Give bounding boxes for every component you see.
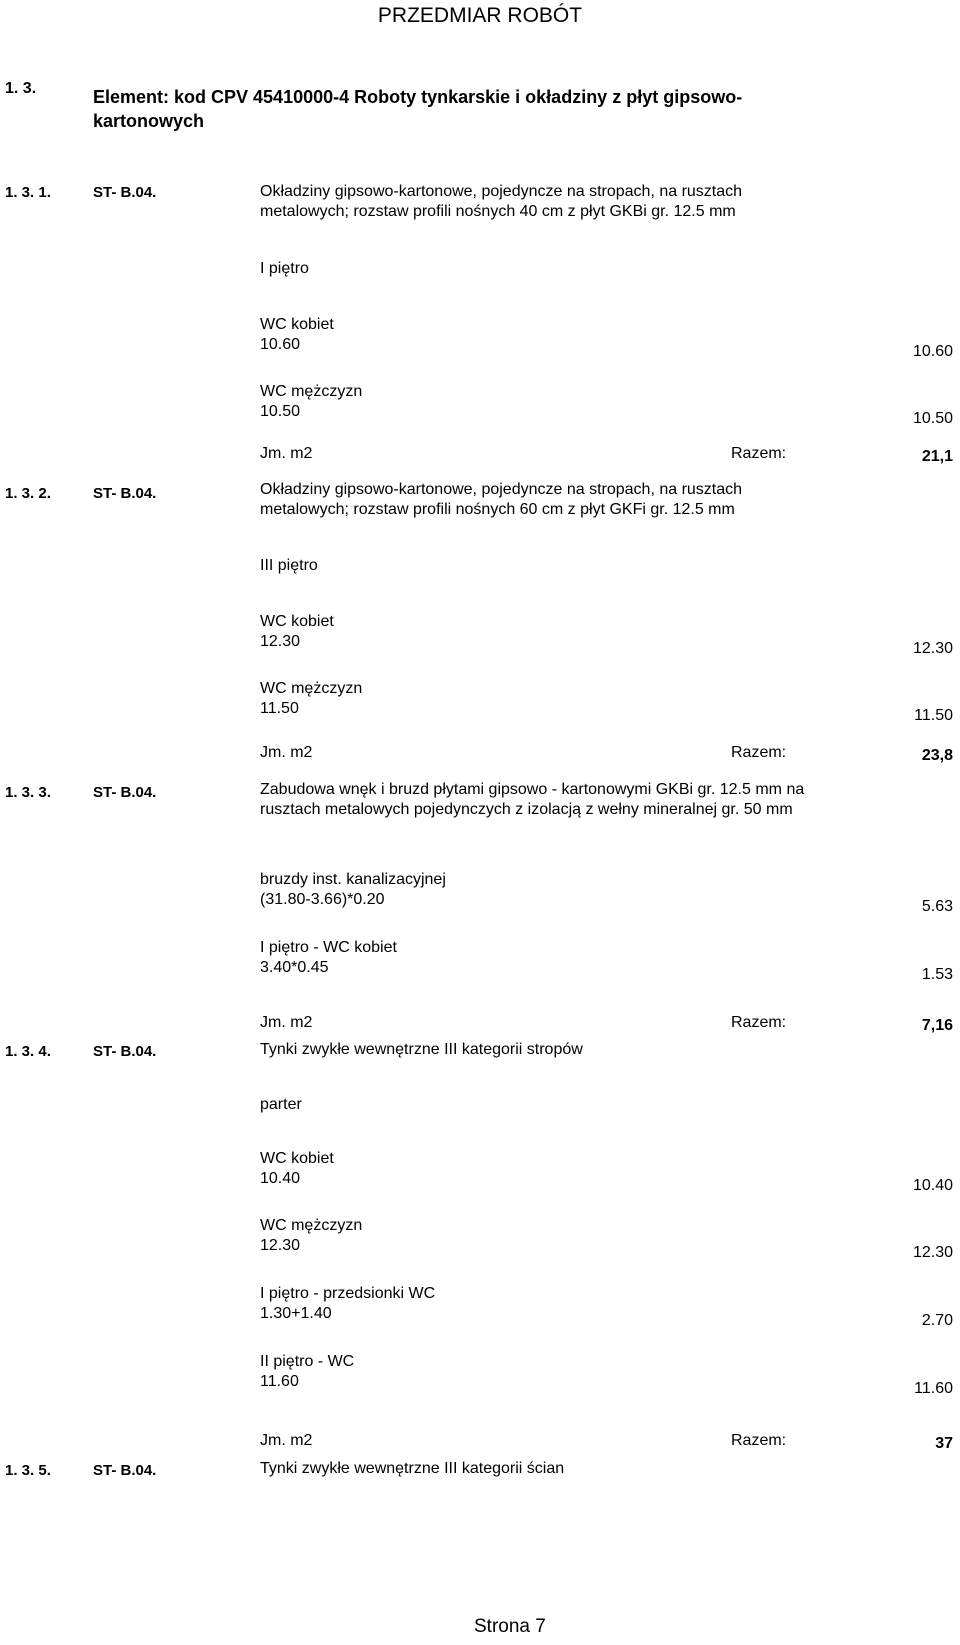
item-number: 1. 3. 2. [5,485,51,502]
total-value: 23,8 [921,747,953,764]
page-number: Strona 7 [474,1616,546,1637]
row-label: WC kobiet [260,1150,334,1167]
item-code: ST- B.04. [93,485,157,502]
unit-label: Jm. m2 [260,1014,313,1031]
item-code: ST- B.04. [93,1462,157,1479]
unit-label: Jm. m2 [260,744,313,761]
item-number: 1. 3. 3. [5,784,51,801]
row-formula: 10.60 [260,336,301,353]
row-value: 11.50 [914,707,953,724]
item-description: Okładziny gipsowo-kartonowe, pojedyncze na stropach, na rusztach metalowych; rozstaw profili nośnych 40 cm z płyt GKBi gr. 12.5 mm [260,183,743,220]
total-label: Razem: [731,1432,787,1449]
unit-label: Jm. m2 [260,445,313,462]
item-number: 1. 3. 1. [5,184,51,201]
page-title: PRZEDMIAR ROBÓT [377,4,583,27]
location-label: parter [260,1096,302,1113]
row-value: 12.30 [912,1244,953,1261]
element-number: 1. 3. [5,80,37,97]
row-formula: (31.80-3.66)*0.20 [260,891,385,908]
row-label: WC mężczyzn [260,383,363,400]
row-label: I piętro - WC kobiet [260,939,397,956]
total-value: 7,16 [921,1017,953,1034]
row-value: 10.50 [912,410,953,427]
location-label: I piętro [260,260,309,277]
row-label: WC kobiet [260,316,334,333]
row-formula: 1.30+1.40 [260,1305,332,1322]
total-label: Razem: [731,1014,787,1031]
row-value: 2.70 [921,1312,953,1329]
item-number: 1. 3. 4. [5,1043,51,1060]
total-value: 37 [935,1435,953,1452]
row-formula: 12.30 [260,1237,301,1254]
total-label: Razem: [731,445,787,462]
item-code: ST- B.04. [93,1043,157,1060]
item-code: ST- B.04. [93,784,157,801]
row-value: 10.60 [912,343,953,360]
item-description: Zabudowa wnęk i bruzd płytami gipsowo - kartonowymi GKBi gr. 12.5 mm na rusztach metalowych pojedynczych z izolacją z wełny mineralnej gr. 50 mm [260,781,805,818]
row-value: 12.30 [912,640,953,657]
total-value: 21,1 [921,448,953,465]
element-title: Element: kod CPV 45410000-4 Roboty tynkarskie i okładziny z płyt gipsowo-kartonowych [93,87,743,131]
item-description: Tynki zwykłe wewnętrzne III kategorii ścian [260,1460,565,1477]
row-formula: 3.40*0.45 [260,959,329,976]
row-formula: 10.40 [260,1170,301,1187]
row-label: WC mężczyzn [260,1217,363,1234]
row-value: 10.40 [912,1177,953,1194]
row-value: 11.60 [914,1380,953,1397]
row-formula: 10.50 [260,403,301,420]
row-formula: 11.60 [260,1373,299,1390]
item-number: 1. 3. 5. [5,1462,51,1479]
location-label: III piętro [260,557,318,574]
row-value: 1.53 [921,966,953,983]
row-formula: 11.50 [260,700,299,717]
row-label: II piętro - WC [260,1353,355,1370]
unit-label: Jm. m2 [260,1432,313,1449]
row-label: I piętro - przedsionki WC [260,1285,436,1302]
item-description: Okładziny gipsowo-kartonowe, pojedyncze na stropach, na rusztach metalowych; rozstaw profili nośnych 60 cm z płyt GKFi gr. 12.5 mm [260,481,743,518]
row-label: bruzdy inst. kanalizacyjnej [260,871,446,888]
row-label: WC mężczyzn [260,680,363,697]
row-label: WC kobiet [260,613,334,630]
item-code: ST- B.04. [93,184,157,201]
item-description: Tynki zwykłe wewnętrzne III kategorii stropów [260,1041,583,1058]
row-value: 5.63 [921,898,953,915]
total-label: Razem: [731,744,787,761]
row-formula: 12.30 [260,633,301,650]
